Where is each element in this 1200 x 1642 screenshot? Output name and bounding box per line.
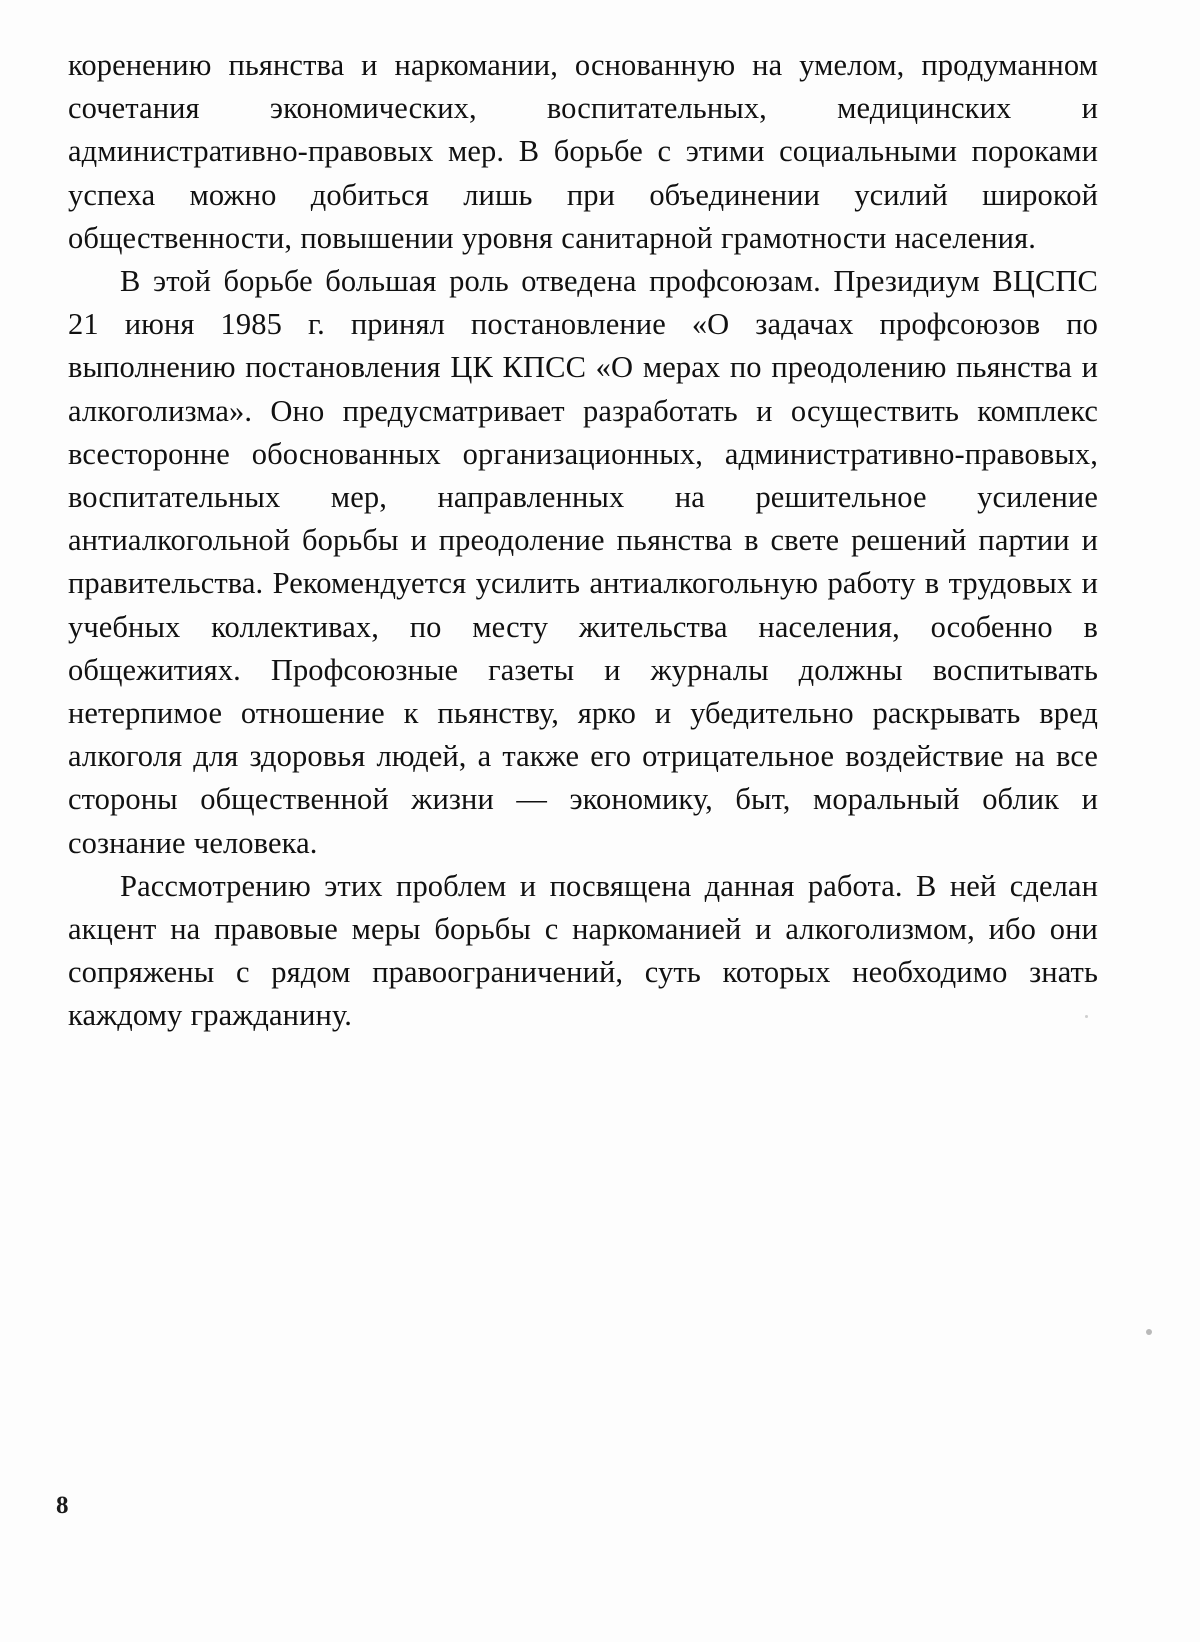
- scan-speck-icon: [1085, 1015, 1088, 1018]
- paragraph-1: коренению пьянства и наркомании, основанную на умелом, продуманном сочетания экономических, воспитательных, медицинских и административно-правовых мер. В борьбе с этими социальными пороками успеха можно добиться лишь при объединении усилий широкой общественности, повышении уровня санитарной грамотности населения.: [68, 48, 1098, 255]
- scan-speck-icon: [1146, 1329, 1152, 1335]
- paragraph-3: Рассмотрению этих проблем и посвящена данная работа. В ней сделан акцент на правовые меры борьбы с наркоманией и алкоголизмом, ибо они сопряжены с рядом правоограничений, суть которых необходимо знать каждому гражданину.: [68, 868, 1098, 1033]
- paragraph-2: В этой борьбе большая роль отведена профсоюзам. Президиум ВЦСПС 21 июня 1985 г. принял постановление «О задачах профсоюзов по выполнению постановления ЦК КПСС «О мерах по преодолению пьянства и алкоголизма». Оно предусматривает разработать и осуществить комплекс всесторонне обоснованных организационных, административно-правовых, воспитательных мер, направленных на решительное усиление антиалкогольной борьбы и преодоление пьянства в свете решений партии и правительства. Рекомендуется усилить антиалкогольную работу в трудовых и учебных коллективах, по месту жительства населения, особенно в общежитиях. Профсоюзные газеты и журналы должны воспитывать нетерпимое отношение к пьянству, ярко и убедительно раскрывать вред алкоголя для здоровья людей, а также его отрицательное воздействие на все стороны общественной жизни — экономику, быт, моральный облик и сознание человека.: [68, 264, 1098, 860]
- body-text-column: [68, 44, 1098, 1038]
- page-number: 8: [56, 1492, 69, 1519]
